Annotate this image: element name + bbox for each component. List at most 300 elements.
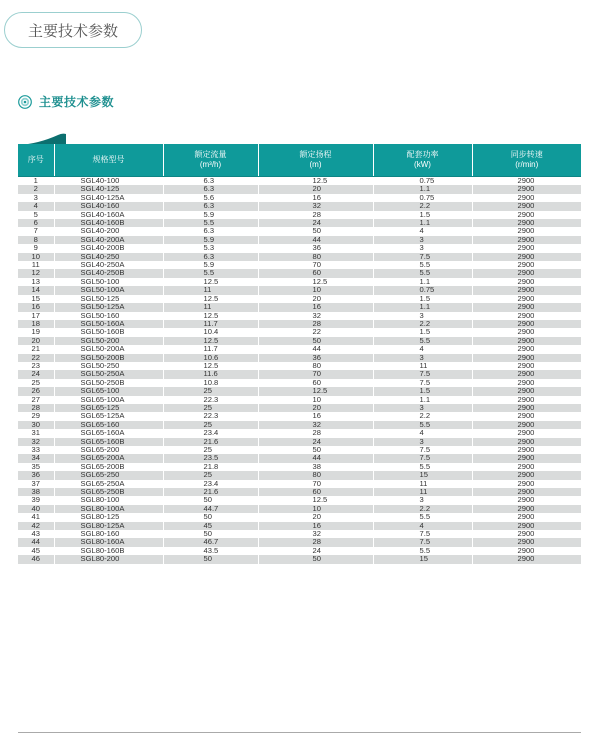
power-cell: 5.5 <box>373 513 472 521</box>
speed-cell: 2900 <box>472 295 581 303</box>
table-row <box>18 505 581 513</box>
row-index: 42 <box>18 522 54 530</box>
power-cell: 15 <box>373 471 472 479</box>
table-row <box>18 244 581 252</box>
model-cell: SGL65-160B <box>54 438 163 446</box>
row-index: 10 <box>18 253 54 261</box>
flow-cell: 21.6 <box>163 438 258 446</box>
table-row <box>18 555 581 563</box>
section-tab[interactable] <box>4 12 142 48</box>
table-row <box>18 429 581 437</box>
head-cell: 80 <box>258 253 373 261</box>
speed-cell: 2900 <box>472 387 581 395</box>
speed-cell: 2900 <box>472 471 581 479</box>
flow-cell: 46.7 <box>163 538 258 546</box>
row-index: 43 <box>18 530 54 538</box>
header-unit: (kW) <box>414 160 431 169</box>
table-row <box>18 362 581 370</box>
speed-cell: 2900 <box>472 269 581 277</box>
power-cell: 1.1 <box>373 303 472 311</box>
row-index: 39 <box>18 496 54 504</box>
model-cell: SGL65-100 <box>54 387 163 395</box>
power-cell: 2.2 <box>373 412 472 420</box>
head-cell: 12.5 <box>258 177 373 186</box>
table-row <box>18 480 581 488</box>
head-cell: 32 <box>258 312 373 320</box>
head-cell: 28 <box>258 320 373 328</box>
table-row <box>18 354 581 362</box>
flow-cell: 11 <box>163 286 258 294</box>
model-cell: SGL40-160B <box>54 219 163 227</box>
target-circle-icon <box>18 95 32 109</box>
model-cell: SGL40-250A <box>54 261 163 269</box>
flow-cell: 22.3 <box>163 412 258 420</box>
speed-cell: 2900 <box>472 463 581 471</box>
table-row <box>18 488 581 496</box>
head-cell: 10 <box>258 396 373 404</box>
flow-cell: 6.3 <box>163 177 258 186</box>
row-index: 34 <box>18 454 54 462</box>
row-index: 24 <box>18 370 54 378</box>
row-index: 33 <box>18 446 54 454</box>
power-cell: 11 <box>373 480 472 488</box>
flow-cell: 6.3 <box>163 227 258 235</box>
flow-cell: 50 <box>163 555 258 563</box>
head-cell: 24 <box>258 438 373 446</box>
head-cell: 70 <box>258 261 373 269</box>
row-index: 5 <box>18 211 54 219</box>
model-cell: SGL65-125 <box>54 404 163 412</box>
speed-cell: 2900 <box>472 236 581 244</box>
model-cell: SGL50-160B <box>54 328 163 336</box>
head-cell: 60 <box>258 379 373 387</box>
head-cell: 10 <box>258 505 373 513</box>
flow-cell: 5.3 <box>163 244 258 252</box>
model-cell: SGL80-125 <box>54 513 163 521</box>
flow-cell: 45 <box>163 522 258 530</box>
table-row <box>18 370 581 378</box>
head-cell: 16 <box>258 303 373 311</box>
model-cell: SGL40-200 <box>54 227 163 235</box>
model-cell: SGL80-160 <box>54 530 163 538</box>
speed-cell: 2900 <box>472 429 581 437</box>
speed-cell: 2900 <box>472 362 581 370</box>
row-index: 22 <box>18 354 54 362</box>
table-row <box>18 446 581 454</box>
head-cell: 80 <box>258 471 373 479</box>
power-cell: 5.5 <box>373 269 472 277</box>
table-row <box>18 177 581 186</box>
power-cell: 0.75 <box>373 286 472 294</box>
table-row <box>18 337 581 345</box>
head-cell: 70 <box>258 480 373 488</box>
power-cell: 4 <box>373 522 472 530</box>
header-label: 规格型号 <box>92 155 125 164</box>
power-cell: 1.1 <box>373 219 472 227</box>
power-cell: 4 <box>373 429 472 437</box>
row-index: 11 <box>18 261 54 269</box>
model-cell: SGL65-100A <box>54 396 163 404</box>
speed-cell: 2900 <box>472 513 581 521</box>
index-header <box>18 144 54 177</box>
speed-cell: 2900 <box>472 244 581 252</box>
head-cell: 16 <box>258 194 373 202</box>
table-row <box>18 202 581 210</box>
speed-cell: 2900 <box>472 396 581 404</box>
speed-cell: 2900 <box>472 488 581 496</box>
model-cell: SGL80-100A <box>54 505 163 513</box>
speed-cell: 2900 <box>472 421 581 429</box>
model-cell: SGL65-160 <box>54 421 163 429</box>
table-row <box>18 538 581 546</box>
table-row <box>18 320 581 328</box>
speed-cell: 2900 <box>472 412 581 420</box>
table-body <box>18 177 581 564</box>
speed-cell: 2900 <box>472 286 581 294</box>
flow-cell: 12.5 <box>163 312 258 320</box>
table-row <box>18 438 581 446</box>
flow-cell: 21.6 <box>163 488 258 496</box>
model-cell: SGL65-250A <box>54 480 163 488</box>
table-row <box>18 219 581 227</box>
flow-cell: 12.5 <box>163 337 258 345</box>
header-label: 配套功率 <box>406 150 439 159</box>
flow-cell: 25 <box>163 446 258 454</box>
model-cell: SGL80-125A <box>54 522 163 530</box>
speed-cell: 2900 <box>472 404 581 412</box>
section-title: 主要技术参数 <box>39 95 115 109</box>
table-row <box>18 396 581 404</box>
power-cell: 4 <box>373 345 472 353</box>
head-cell: 80 <box>258 362 373 370</box>
row-index: 12 <box>18 269 54 277</box>
speed-cell: 2900 <box>472 337 581 345</box>
row-index: 15 <box>18 295 54 303</box>
row-index: 44 <box>18 538 54 546</box>
power-cell: 0.75 <box>373 177 472 186</box>
power-cell: 1.5 <box>373 328 472 336</box>
speed-cell: 2900 <box>472 202 581 210</box>
power-cell: 1.1 <box>373 185 472 193</box>
row-index: 2 <box>18 185 54 193</box>
row-index: 32 <box>18 438 54 446</box>
flow-cell: 5.6 <box>163 194 258 202</box>
table-row <box>18 345 581 353</box>
flow-cell: 5.5 <box>163 219 258 227</box>
model-cell: SGL40-100 <box>54 177 163 186</box>
table-row <box>18 278 581 286</box>
table-row <box>18 404 581 412</box>
flow-cell: 43.5 <box>163 547 258 555</box>
table-bottom-rule <box>18 732 581 733</box>
power-cell: 3 <box>373 312 472 320</box>
flow-cell: 25 <box>163 471 258 479</box>
speed-cell: 2900 <box>472 454 581 462</box>
flow-cell: 10.8 <box>163 379 258 387</box>
row-index: 46 <box>18 555 54 563</box>
row-index: 18 <box>18 320 54 328</box>
head-cell: 50 <box>258 227 373 235</box>
model-cell: SGL50-125A <box>54 303 163 311</box>
speed-cell: 2900 <box>472 219 581 227</box>
row-index: 17 <box>18 312 54 320</box>
power-cell: 3 <box>373 236 472 244</box>
power-cell: 3 <box>373 244 472 252</box>
speed-cell: 2900 <box>472 320 581 328</box>
power-cell: 4 <box>373 227 472 235</box>
row-index: 4 <box>18 202 54 210</box>
table-row <box>18 211 581 219</box>
model-cell: SGL50-160 <box>54 312 163 320</box>
flow-cell: 23.5 <box>163 454 258 462</box>
power-cell: 2.2 <box>373 320 472 328</box>
row-index: 37 <box>18 480 54 488</box>
row-index: 23 <box>18 362 54 370</box>
head-cell: 32 <box>258 202 373 210</box>
power-cell: 5.5 <box>373 421 472 429</box>
power-cell: 1.5 <box>373 295 472 303</box>
row-index: 26 <box>18 387 54 395</box>
speed-cell: 2900 <box>472 522 581 530</box>
head-cell: 20 <box>258 185 373 193</box>
model-cell: SGL80-100 <box>54 496 163 504</box>
model-cell: SGL40-200B <box>54 244 163 252</box>
power-cell: 7.5 <box>373 454 472 462</box>
model-cell: SGL50-250 <box>54 362 163 370</box>
head-cell: 44 <box>258 454 373 462</box>
head-cell: 70 <box>258 370 373 378</box>
header-label: 额定流量 <box>194 150 227 159</box>
power-cell: 5.5 <box>373 547 472 555</box>
flow-cell: 5.5 <box>163 269 258 277</box>
flow-cell: 11 <box>163 303 258 311</box>
power-cell: 7.5 <box>373 253 472 261</box>
row-index: 45 <box>18 547 54 555</box>
flow-cell: 25 <box>163 387 258 395</box>
power-header <box>373 144 472 177</box>
head-cell: 12.5 <box>258 387 373 395</box>
table-row <box>18 303 581 311</box>
speed-cell: 2900 <box>472 345 581 353</box>
power-cell: 11 <box>373 362 472 370</box>
speed-cell: 2900 <box>472 547 581 555</box>
model-cell: SGL50-100A <box>54 286 163 294</box>
row-index: 1 <box>18 177 54 186</box>
head-cell: 12.5 <box>258 278 373 286</box>
speed-cell: 2900 <box>472 379 581 387</box>
head-cell: 16 <box>258 522 373 530</box>
table-row <box>18 227 581 235</box>
speed-cell: 2900 <box>472 253 581 261</box>
power-cell: 1.1 <box>373 278 472 286</box>
speed-cell: 2900 <box>472 555 581 563</box>
table-row <box>18 496 581 504</box>
model-cell: SGL40-125 <box>54 185 163 193</box>
speed-cell: 2900 <box>472 261 581 269</box>
model-cell: SGL50-125 <box>54 295 163 303</box>
speed-cell: 2900 <box>472 303 581 311</box>
power-cell: 3 <box>373 354 472 362</box>
table-row <box>18 236 581 244</box>
table-row <box>18 194 581 202</box>
table-row <box>18 387 581 395</box>
flow-cell: 12.5 <box>163 278 258 286</box>
power-cell: 1.5 <box>373 211 472 219</box>
power-cell: 3 <box>373 404 472 412</box>
head-cell: 36 <box>258 354 373 362</box>
model-cell: SGL80-160B <box>54 547 163 555</box>
speed-cell: 2900 <box>472 185 581 193</box>
model-cell: SGL40-200A <box>54 236 163 244</box>
row-index: 20 <box>18 337 54 345</box>
row-index: 38 <box>18 488 54 496</box>
head-cell: 32 <box>258 530 373 538</box>
head-cell: 22 <box>258 328 373 336</box>
power-cell: 7.5 <box>373 530 472 538</box>
flow-cell: 11.6 <box>163 370 258 378</box>
model-cell: SGL50-200B <box>54 354 163 362</box>
flow-cell: 21.8 <box>163 463 258 471</box>
power-cell: 2.2 <box>373 202 472 210</box>
table-header-row <box>18 144 581 177</box>
model-cell: SGL50-250B <box>54 379 163 387</box>
speed-cell: 2900 <box>472 312 581 320</box>
head-cell: 12.5 <box>258 496 373 504</box>
row-index: 36 <box>18 471 54 479</box>
model-cell: SGL40-125A <box>54 194 163 202</box>
power-cell: 7.5 <box>373 538 472 546</box>
speed-cell: 2900 <box>472 177 581 186</box>
power-cell: 5.5 <box>373 261 472 269</box>
speed-header <box>472 144 581 177</box>
row-index: 8 <box>18 236 54 244</box>
flow-cell: 12.5 <box>163 362 258 370</box>
model-cell: SGL50-100 <box>54 278 163 286</box>
flow-cell: 50 <box>163 530 258 538</box>
speed-cell: 2900 <box>472 194 581 202</box>
flow-cell: 6.3 <box>163 185 258 193</box>
table-row <box>18 269 581 277</box>
head-cell: 20 <box>258 404 373 412</box>
speed-cell: 2900 <box>472 496 581 504</box>
model-cell: SGL40-160A <box>54 211 163 219</box>
model-cell: SGL80-160A <box>54 538 163 546</box>
flow-cell: 23.4 <box>163 429 258 437</box>
table-row <box>18 463 581 471</box>
power-cell: 7.5 <box>373 379 472 387</box>
flow-cell: 25 <box>163 421 258 429</box>
head-cell: 60 <box>258 488 373 496</box>
head-cell: 24 <box>258 219 373 227</box>
head-cell: 50 <box>258 446 373 454</box>
head-header <box>258 144 373 177</box>
flow-cell: 11.7 <box>163 320 258 328</box>
speed-cell: 2900 <box>472 278 581 286</box>
power-cell: 1.5 <box>373 387 472 395</box>
model-header <box>54 144 163 177</box>
table-row <box>18 454 581 462</box>
row-index: 19 <box>18 328 54 336</box>
power-cell: 5.5 <box>373 463 472 471</box>
header-unit: (r/min) <box>515 160 539 169</box>
header-label: 序号 <box>27 155 44 164</box>
table-row <box>18 547 581 555</box>
speed-cell: 2900 <box>472 370 581 378</box>
model-cell: SGL50-160A <box>54 320 163 328</box>
table-row <box>18 286 581 294</box>
model-cell: SGL40-160 <box>54 202 163 210</box>
flow-cell: 10.4 <box>163 328 258 336</box>
model-cell: SGL50-200A <box>54 345 163 353</box>
flow-cell: 44.7 <box>163 505 258 513</box>
speed-cell: 2900 <box>472 480 581 488</box>
power-cell: 1.1 <box>373 396 472 404</box>
head-cell: 60 <box>258 269 373 277</box>
row-index: 35 <box>18 463 54 471</box>
speed-cell: 2900 <box>472 328 581 336</box>
row-index: 27 <box>18 396 54 404</box>
model-cell: SGL65-200A <box>54 454 163 462</box>
table-row <box>18 253 581 261</box>
speed-cell: 2900 <box>472 354 581 362</box>
row-index: 25 <box>18 379 54 387</box>
head-cell: 20 <box>258 513 373 521</box>
power-cell: 7.5 <box>373 370 472 378</box>
row-index: 13 <box>18 278 54 286</box>
head-cell: 44 <box>258 345 373 353</box>
row-index: 29 <box>18 412 54 420</box>
header-label: 同步转速 <box>510 150 543 159</box>
flow-cell: 50 <box>163 513 258 521</box>
power-cell: 15 <box>373 555 472 563</box>
head-cell: 50 <box>258 555 373 563</box>
flow-cell: 11.7 <box>163 345 258 353</box>
model-cell: SGL65-125A <box>54 412 163 420</box>
flow-cell: 22.3 <box>163 396 258 404</box>
model-cell: SGL40-250 <box>54 253 163 261</box>
flow-cell: 5.9 <box>163 211 258 219</box>
head-cell: 16 <box>258 412 373 420</box>
section-heading <box>18 93 114 110</box>
speed-cell: 2900 <box>472 538 581 546</box>
row-index: 7 <box>18 227 54 235</box>
row-index: 3 <box>18 194 54 202</box>
table-row <box>18 513 581 521</box>
model-cell: SGL65-200B <box>54 463 163 471</box>
power-cell: 0.75 <box>373 194 472 202</box>
head-cell: 36 <box>258 244 373 252</box>
header-label: 额定扬程 <box>299 150 332 159</box>
table-row <box>18 312 581 320</box>
speed-cell: 2900 <box>472 530 581 538</box>
flow-cell: 5.9 <box>163 236 258 244</box>
table-row <box>18 522 581 530</box>
row-index: 31 <box>18 429 54 437</box>
row-index: 41 <box>18 513 54 521</box>
model-cell: SGL65-250 <box>54 471 163 479</box>
row-index: 6 <box>18 219 54 227</box>
speed-cell: 2900 <box>472 211 581 219</box>
flow-cell: 6.3 <box>163 202 258 210</box>
flow-cell: 12.5 <box>163 295 258 303</box>
table-row <box>18 379 581 387</box>
speed-cell: 2900 <box>472 505 581 513</box>
model-cell: SGL80-200 <box>54 555 163 563</box>
table-row <box>18 530 581 538</box>
table-row <box>18 471 581 479</box>
power-cell: 2.2 <box>373 505 472 513</box>
table-row <box>18 261 581 269</box>
